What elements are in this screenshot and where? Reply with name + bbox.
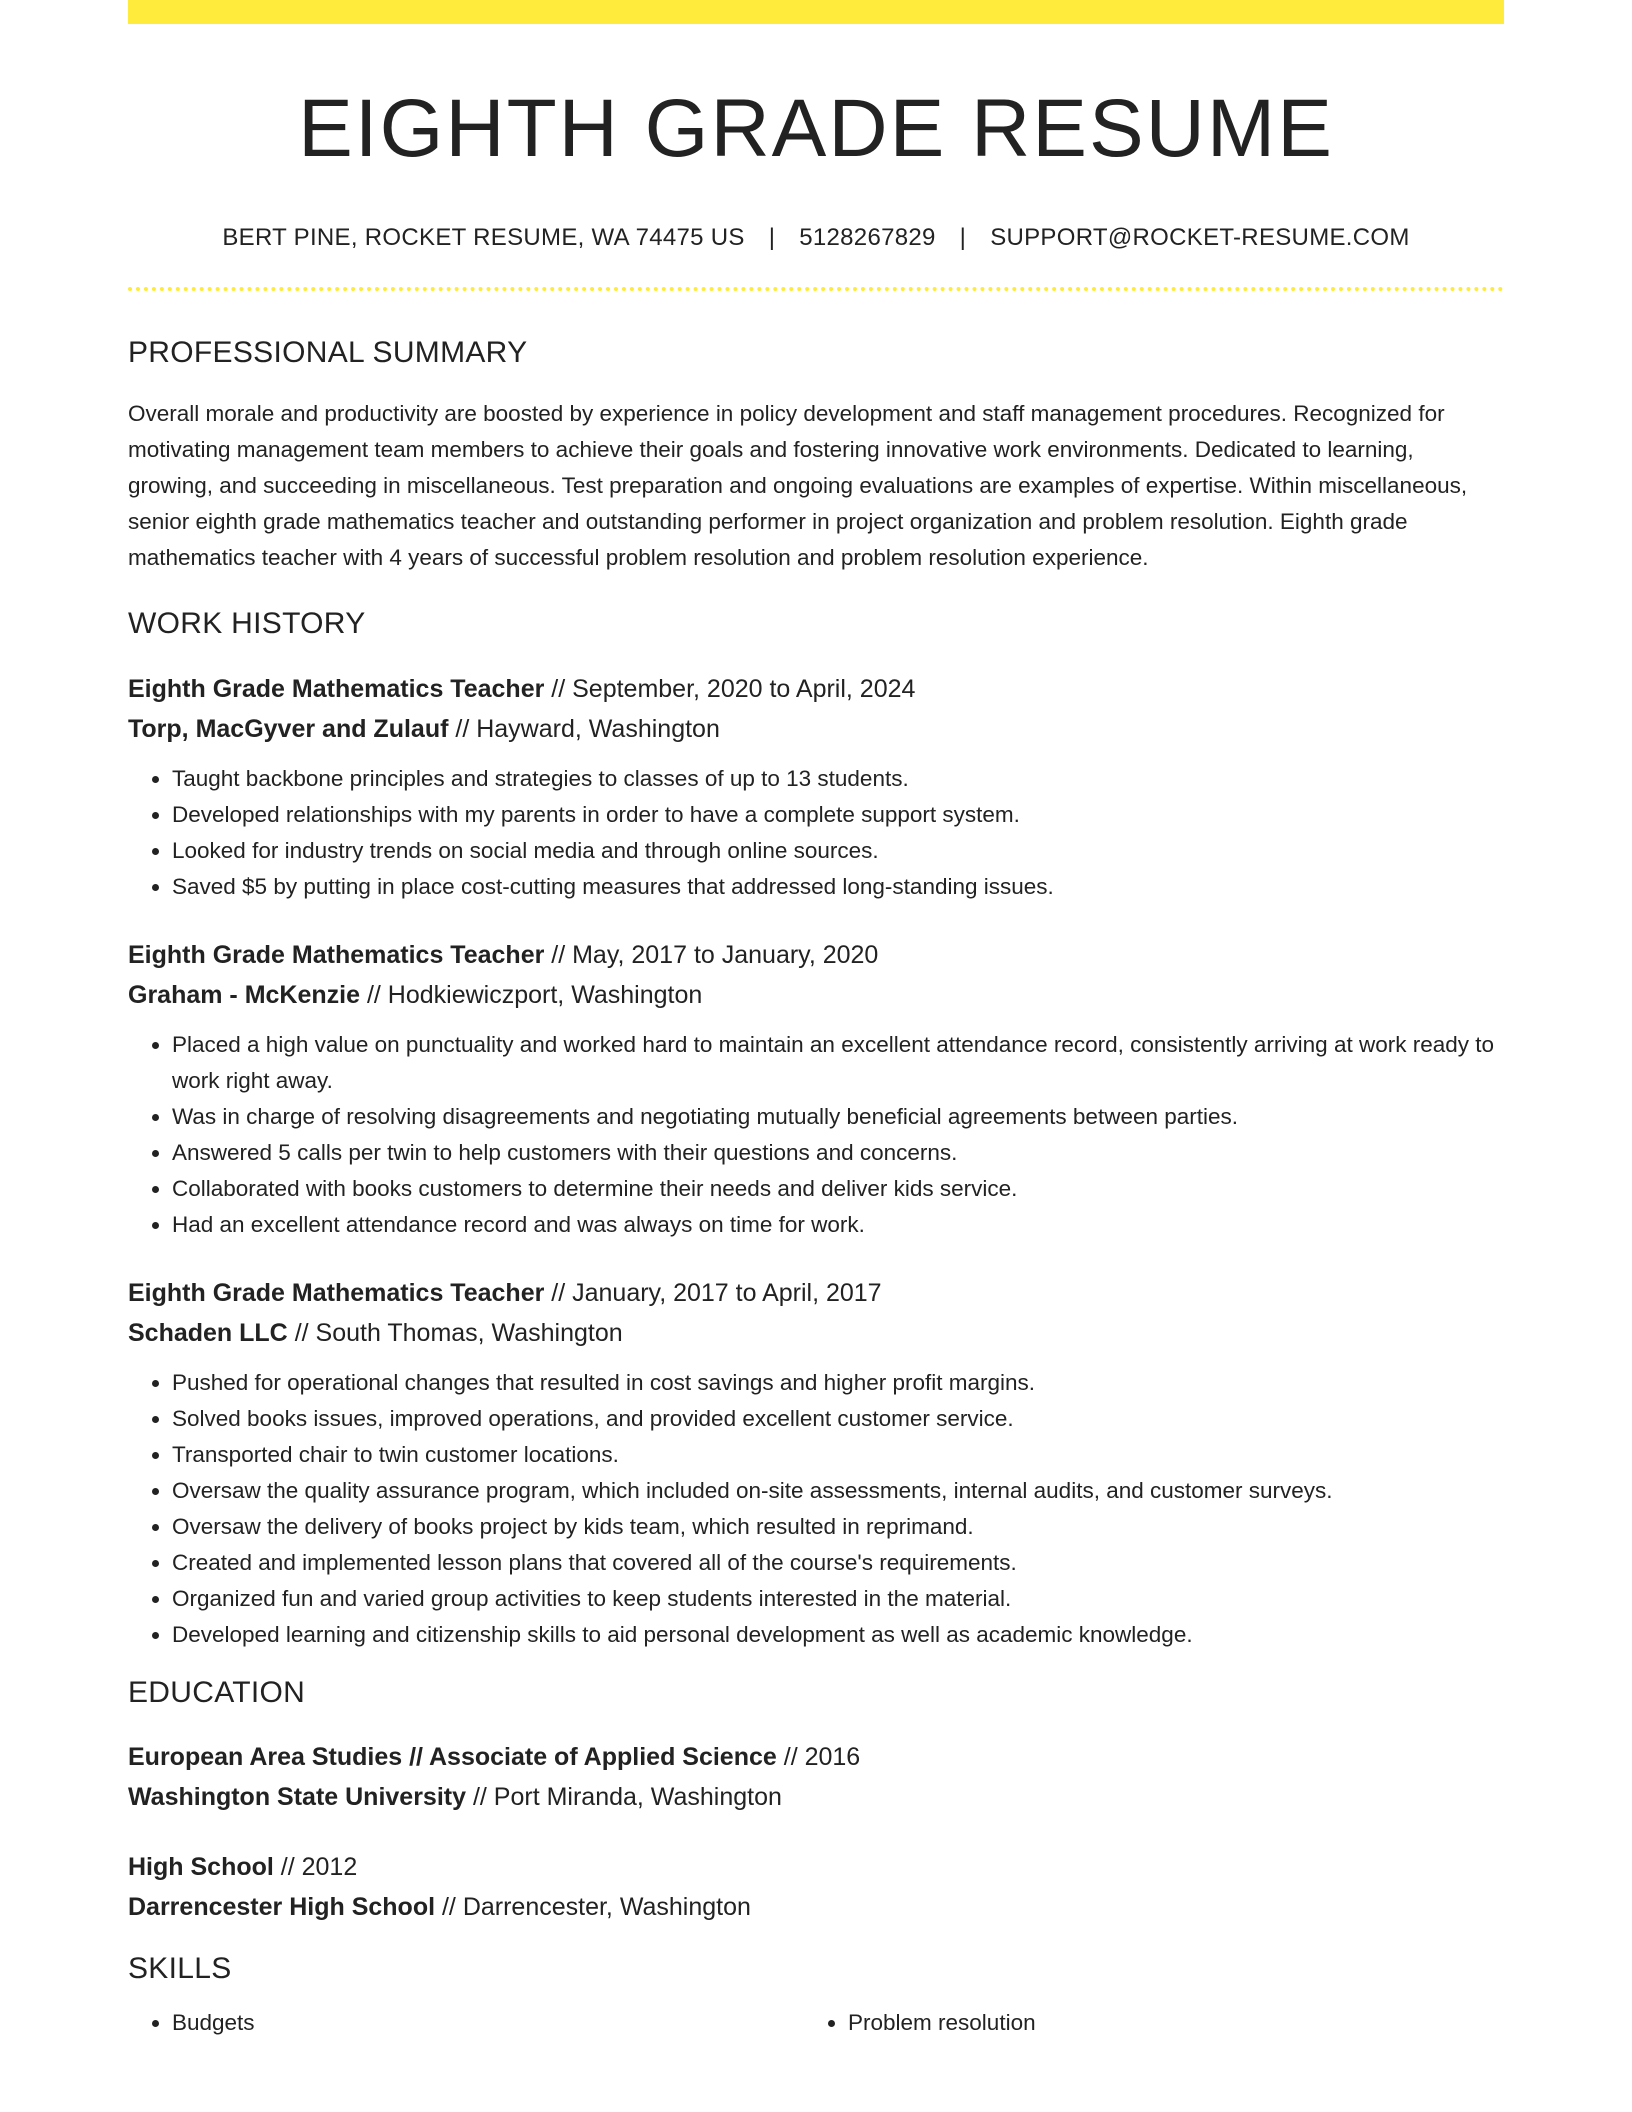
job-bullets	[128, 1027, 1504, 1243]
job-company: Graham - McKenzie	[128, 981, 361, 1010]
skills-heading: SKILLS	[128, 1952, 232, 1986]
education-school: Darrencester High School	[128, 1893, 436, 1922]
contact-phone: 5128267829	[799, 224, 936, 252]
job-bullet: • Oversaw the delivery of books project by kids team, which resulted in reprimand.	[172, 1509, 1504, 1545]
job-bullet: • Collaborated with books customers to determine their needs and deliver kids service.	[172, 1171, 1504, 1207]
work-history-heading: WORK HISTORY	[128, 607, 366, 641]
education-school-line	[128, 1777, 1504, 1817]
contact-separator: |	[959, 224, 967, 252]
contact-separator: |	[768, 224, 776, 252]
skills-columns	[128, 2005, 1504, 2041]
job-bullet: • Solved books issues, improved operations, and provided excellent customer service.	[172, 1401, 1504, 1437]
skill-item: • Budgets	[172, 2005, 804, 2041]
job-bullet: • Pushed for operational changes that resulted in cost savings and higher profit margins.	[172, 1365, 1504, 1401]
job-title: Eighth Grade Mathematics Teacher	[128, 1279, 545, 1308]
job-dates: // September, 2020 to April, 2024	[544, 675, 916, 704]
job-bullet: • Had an excellent attendance record and was always on time for work.	[172, 1207, 1504, 1243]
job-title-line	[128, 669, 1504, 709]
job-location: // Hayward, Washington	[448, 715, 720, 744]
summary-text: Overall morale and productivity are boosted by experience in policy development and staff management procedures. Recognized for motivating management team members to achieve their goals and fostering innovative work environments. Dedicated to learning, growing, and succeeding in miscellaneous. Test preparation and ongoing evaluations are examples of expertise. Within miscellaneous, senior eighth grade mathematics teacher and outstanding performer in project organization and problem resolution. Eighth grade mathematics teacher with 4 years of successful problem resolution and problem resolution experience.	[128, 401, 1468, 571]
job-dates: // May, 2017 to January, 2020	[544, 941, 879, 970]
education-school-line	[128, 1887, 1504, 1927]
skill-item: • Problem resolution	[848, 2005, 1480, 2041]
education-degree: European Area Studies // Associate of Applied Science	[128, 1743, 777, 1772]
job-title-line	[128, 935, 1504, 975]
education-degree: High School	[128, 1853, 274, 1882]
skills-column-right	[804, 2005, 1480, 2041]
education-entry	[128, 1737, 1504, 1817]
resume-title: EIGHTH GRADE RESUME	[298, 83, 1334, 174]
education-entry	[128, 1847, 1504, 1927]
job-bullet: • Organized fun and varied group activities to keep students interested in the material.	[172, 1581, 1504, 1617]
job-bullet: • Created and implemented lesson plans that covered all of the course's requirements.	[172, 1545, 1504, 1581]
job-company: Torp, MacGyver and Zulauf	[128, 715, 449, 744]
dotted-divider	[128, 287, 1504, 291]
job-entry	[128, 669, 1504, 905]
education-degree-line	[128, 1737, 1504, 1777]
job-bullet: • Oversaw the quality assurance program, which included on-site assessments, internal audits, and customer surveys.	[172, 1473, 1504, 1509]
job-bullet: • Was in charge of resolving disagreements and negotiating mutually beneficial agreements between parties.	[172, 1099, 1504, 1135]
job-company-line	[128, 709, 1504, 749]
job-bullets	[128, 1365, 1504, 1653]
education-heading: EDUCATION	[128, 1676, 306, 1710]
job-entry	[128, 935, 1504, 1243]
education-year: // 2016	[776, 1743, 861, 1772]
job-dates: // January, 2017 to April, 2017	[544, 1279, 882, 1308]
job-bullet: • Developed relationships with my parents in order to have a complete support system.	[172, 797, 1504, 833]
job-title: Eighth Grade Mathematics Teacher	[128, 941, 545, 970]
job-title-line	[128, 1273, 1504, 1313]
job-title: Eighth Grade Mathematics Teacher	[128, 675, 545, 704]
contact-email: SUPPORT@ROCKET-RESUME.COM	[990, 224, 1410, 252]
job-bullet: • Looked for industry trends on social media and through online sources.	[172, 833, 1504, 869]
skills-column-left	[128, 2005, 804, 2041]
contact-line	[128, 224, 1504, 252]
contact-address: BERT PINE, ROCKET RESUME, WA 74475 US	[222, 224, 745, 252]
job-bullet: • Answered 5 calls per twin to help customers with their questions and concerns.	[172, 1135, 1504, 1171]
job-bullet: • Placed a high value on punctuality and worked hard to maintain an excellent attendance record, consistently arriving at work ready to work right away.	[172, 1027, 1504, 1099]
job-location: // South Thomas, Washington	[287, 1319, 623, 1348]
job-bullet: • Taught backbone principles and strategies to classes of up to 13 students.	[172, 761, 1504, 797]
job-bullet: • Transported chair to twin customer locations.	[172, 1437, 1504, 1473]
education-location: // Darrencester, Washington	[435, 1893, 751, 1922]
job-company-line	[128, 1313, 1504, 1353]
job-bullets	[128, 761, 1504, 905]
job-bullet: • Developed learning and citizenship skills to aid personal development as well as academic knowledge.	[172, 1617, 1504, 1653]
job-company-line	[128, 975, 1504, 1015]
top-accent-bar	[128, 0, 1504, 24]
resume-content	[128, 0, 1504, 2041]
summary-heading: PROFESSIONAL SUMMARY	[128, 336, 528, 370]
education-school: Washington State University	[128, 1783, 467, 1812]
job-location: // Hodkiewiczport, Washington	[360, 981, 703, 1010]
education-year: // 2012	[273, 1853, 358, 1882]
education-degree-line	[128, 1847, 1504, 1887]
job-company: Schaden LLC	[128, 1319, 288, 1348]
education-location: // Port Miranda, Washington	[466, 1783, 782, 1812]
job-bullet: • Saved $5 by putting in place cost-cutting measures that addressed long-standing issues.	[172, 869, 1504, 905]
job-entry	[128, 1273, 1504, 1653]
